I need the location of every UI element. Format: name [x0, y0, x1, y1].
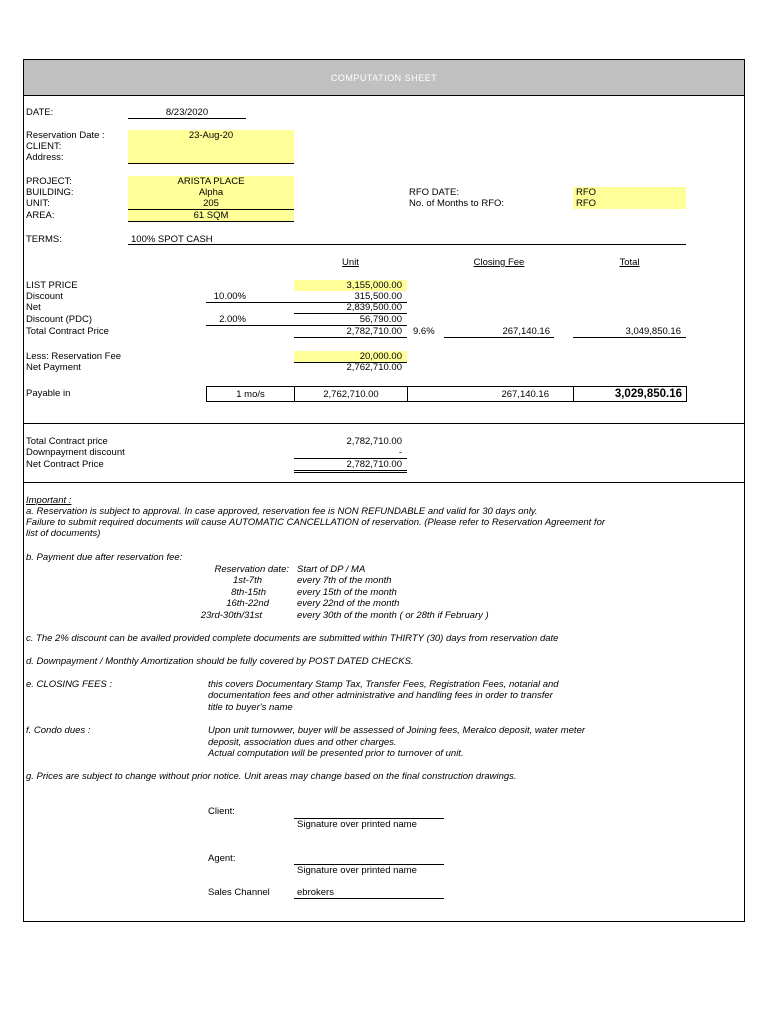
payable-closing: 267,140.16: [501, 388, 549, 400]
area-value[interactable]: 61 SQM: [193, 210, 229, 221]
computation-sheet: [23, 59, 745, 922]
project-label: PROJECT:: [26, 176, 72, 187]
address-field[interactable]: [128, 152, 294, 163]
months-to-rfo-value[interactable]: RFO: [576, 198, 597, 209]
project-value[interactable]: ARISTA PLACE: [177, 176, 245, 187]
important-heading: Important :: [26, 495, 72, 506]
sched-range: 8th-15th: [231, 587, 266, 598]
date-value[interactable]: 8/23/2020: [165, 107, 209, 118]
address-underline: [128, 163, 294, 164]
payable-terms-box[interactable]: [206, 386, 295, 402]
sched-range: 23rd-30th/31st: [200, 610, 262, 621]
date-underline: [128, 118, 246, 119]
rfo-date-value[interactable]: RFO: [576, 187, 597, 198]
pdc-value: 56,790.00: [359, 314, 402, 325]
unit-value[interactable]: 205: [203, 198, 219, 209]
tcp-label: Total Contract Price: [26, 326, 109, 337]
note-f-line2: deposit, association dues and other charges.: [208, 737, 397, 748]
note-b: b. Payment due after reservation fee:: [26, 552, 183, 563]
less-reservation-value[interactable]: 20,000.00: [359, 351, 402, 362]
note-d: d. Downpayment / Monthly Amortization should be fully covered by POST DATED CHECKS.: [26, 656, 414, 667]
sched-due: every 30th of the month ( or 28th if February ): [297, 610, 489, 621]
note-e-line1: this covers Documentary Stamp Tax, Transfer Fees, Registration Fees, notarial and: [208, 679, 559, 690]
payable-unit: 2,762,710.00: [323, 388, 379, 400]
section-divider-1: [24, 423, 744, 424]
payable-label: Payable in: [26, 388, 71, 399]
payable-closing-box: [407, 386, 574, 402]
discount-pct[interactable]: 10.00%: [213, 291, 246, 302]
list-price-value[interactable]: 3,155,000.00: [346, 280, 402, 291]
note-a-line2: Failure to submit required documents will cause AUTOMATIC CANCELLATION of reservation. (Please refer to Reservation Agreement for: [26, 517, 606, 528]
area-underline: [128, 221, 294, 222]
terms-value[interactable]: 100% SPOT CASH: [131, 234, 213, 245]
client-label: CLIENT:: [26, 141, 62, 152]
payable-total-box: [573, 386, 687, 402]
building-label: BUILDING:: [26, 187, 74, 198]
sales-channel-underline: [294, 898, 444, 899]
payable-unit-box: [294, 386, 408, 402]
note-f-label: f. Condo dues :: [26, 725, 91, 736]
note-f-line3: Actual computation will be presented prior to turnover of unit.: [208, 748, 464, 759]
sales-channel-value[interactable]: ebrokers: [297, 887, 334, 898]
net-label: Net: [26, 302, 41, 313]
client-field[interactable]: [128, 141, 294, 152]
summary-ncp-underline: [294, 470, 407, 471]
discount-pct-underline: [206, 302, 294, 303]
sched-range: Reservation date:: [214, 564, 289, 575]
tcp-total-value: 3,049,850.16: [625, 326, 681, 337]
closing-underline: [444, 337, 554, 338]
section-divider-2: [24, 482, 744, 483]
note-g: g. Prices are subject to change without prior notice. Unit areas may change based on the final construction drawings.: [26, 771, 517, 782]
pdc-pct-underline: [206, 325, 294, 326]
note-a-line1: a. Reservation is subject to approval. In case approved, reservation fee is NON REFUNDABLE and valid for 30 days only.: [26, 506, 538, 517]
sched-due: Start of DP / MA: [297, 564, 366, 575]
summary-tcp-label: Total Contract price: [26, 436, 108, 447]
rfo-date-label: RFO DATE:: [409, 187, 459, 198]
summary-ncp-label: Net Contract Price: [26, 459, 104, 470]
date-label: DATE:: [26, 107, 54, 118]
months-to-rfo-label: No. of Months to RFO:: [409, 198, 505, 209]
payable-terms: 1 mo/s: [236, 388, 265, 400]
sched-due: every 7th of the month: [297, 575, 392, 586]
reservation-date-label: Reservation Date :: [26, 130, 105, 141]
col-unit-header: Unit: [342, 257, 359, 268]
summary-ncp-double-underline: [294, 472, 407, 473]
agent-signature-label: Agent:: [208, 853, 236, 864]
sales-channel-label: Sales Channel: [208, 887, 270, 898]
note-c: c. The 2% discount can be availed provided complete documents are submitted within THIRTY (30) days from reservation date: [26, 633, 559, 644]
client-signature-label: Client:: [208, 806, 235, 817]
discount-value: 315,500.00: [354, 291, 402, 302]
sheet-title: COMPUTATION SHEET: [24, 60, 744, 96]
note-e-label: e. CLOSING FEES :: [26, 679, 113, 690]
note-a-line3: list of documents): [26, 528, 101, 539]
col-total-header: Total: [619, 257, 640, 268]
note-e-line2: documentation fees and other administrative and handling fees in order to transfer: [208, 690, 553, 701]
payable-total: 3,029,850.16: [614, 388, 682, 400]
summary-tcp-value: 2,782,710.00: [346, 436, 402, 447]
closing-fee-value: 267,140.16: [502, 326, 550, 337]
net-payment-label: Net Payment: [26, 362, 81, 373]
terms-underline: [128, 244, 686, 245]
discount-label: Discount: [26, 291, 63, 302]
note-f-line1: Upon unit turnovwer, buyer will be assessed of Joining fees, Meralco deposit, water meter: [208, 725, 586, 736]
tcp-underline: [294, 337, 407, 338]
address-label: Address:: [26, 152, 64, 163]
agent-signature-caption: Signature over printed name: [297, 865, 417, 876]
building-value[interactable]: Alpha: [198, 187, 224, 198]
area-label: AREA:: [26, 210, 55, 221]
summary-dp-value: -: [398, 447, 402, 458]
list-price-label: LIST PRICE: [26, 280, 78, 291]
sched-range: 16th-22nd: [226, 598, 269, 609]
summary-ncp-value: 2,782,710.00: [346, 459, 402, 470]
tcp-value: 2,782,710.00: [346, 326, 402, 337]
pdc-pct[interactable]: 2.00%: [219, 314, 246, 325]
client-signature-caption: Signature over printed name: [297, 819, 417, 830]
reservation-date-value[interactable]: 23-Aug-20: [188, 130, 234, 141]
sched-due: every 15th of the month: [297, 587, 397, 598]
tcp-total-underline: [573, 337, 686, 338]
closing-pct[interactable]: 9.6%: [413, 326, 435, 337]
unit-label: UNIT:: [26, 198, 50, 209]
net-value: 2,839,500.00: [346, 302, 402, 313]
terms-label: TERMS:: [26, 234, 62, 245]
pdc-label: Discount (PDC): [26, 314, 92, 325]
sched-due: every 22nd of the month: [297, 598, 400, 609]
less-reservation-label: Less: Reservation Fee: [26, 351, 122, 362]
col-closing-header: Closing Fee: [473, 257, 525, 268]
sched-range: 1st-7th: [232, 575, 262, 586]
note-e-line3: title to buyer's name: [208, 702, 293, 713]
net-payment-value: 2,762,710.00: [346, 362, 402, 373]
summary-dp-label: Downpayment discount: [26, 447, 125, 458]
